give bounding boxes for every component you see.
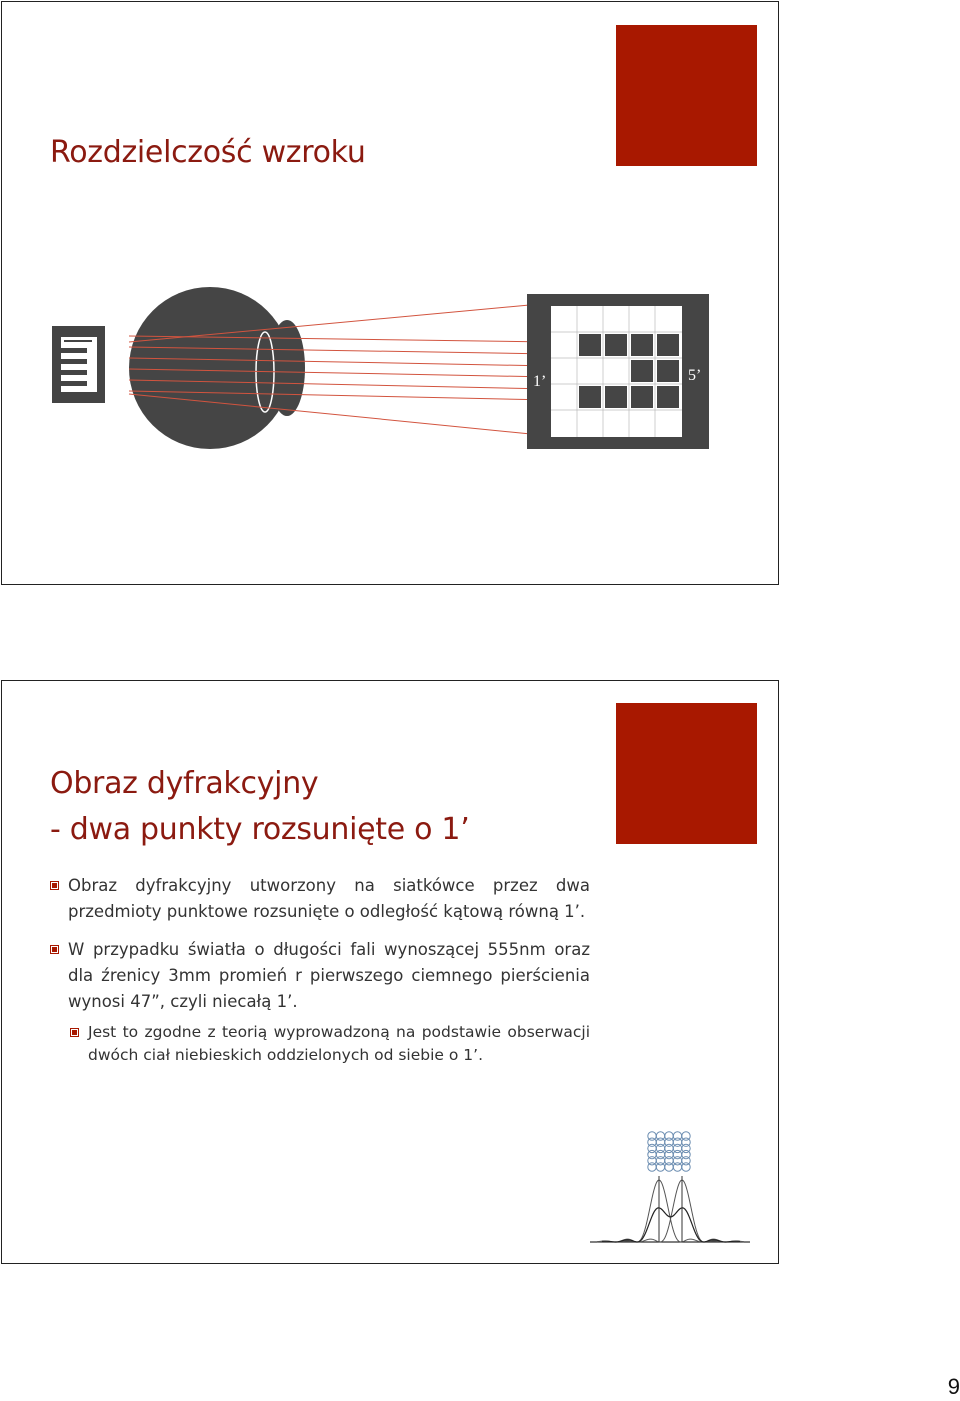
- receptor-circle: [673, 1163, 681, 1171]
- letter-e-grid: [527, 294, 709, 449]
- eye: [129, 287, 305, 449]
- slide-1: [1, 1, 779, 585]
- receptor-circle: [665, 1163, 673, 1171]
- angle-label-1: 1’: [533, 373, 547, 390]
- photoreceptor-grid: [648, 1132, 690, 1171]
- bullet-text: Obraz dyfrakcyjny utworzony na siatkówce przez dwa przedmioty punktowe rozsunięte o odległość kątową równą 1’.: [68, 876, 590, 921]
- slide-2: [1, 680, 779, 1264]
- letter-e-sign: [52, 326, 105, 403]
- slide-title-line-1: Obraz dyfrakcyjny: [50, 766, 319, 801]
- diffraction-figure: [2, 681, 780, 1265]
- slide-title: Rozdzielczość wzroku: [50, 135, 366, 170]
- slide-title-line-2: - dwa punkty rozsunięte o 1’: [50, 812, 470, 847]
- receptor-circle: [682, 1163, 690, 1171]
- sub-bullet-text: Jest to zgodne z teorią wyprowadzoną na podstawie obserwacji dwóch ciał niebieskich oddzielonych od siebie o 1’.: [88, 1023, 590, 1064]
- receptor-circle: [656, 1163, 664, 1171]
- angle-label-5: 5’: [688, 367, 702, 384]
- receptor-circle: [648, 1163, 656, 1171]
- eye-resolution-figure: [2, 2, 780, 586]
- page-number: 9: [947, 1374, 960, 1399]
- diffraction-curves: [590, 1176, 750, 1242]
- bullet-text: W przypadku światła o długości fali wynoszącej 555nm oraz dla źrenicy 3mm promień r pierwszego ciemnego pierścienia wynosi 47”, czyli niecałą 1’.: [68, 940, 590, 1011]
